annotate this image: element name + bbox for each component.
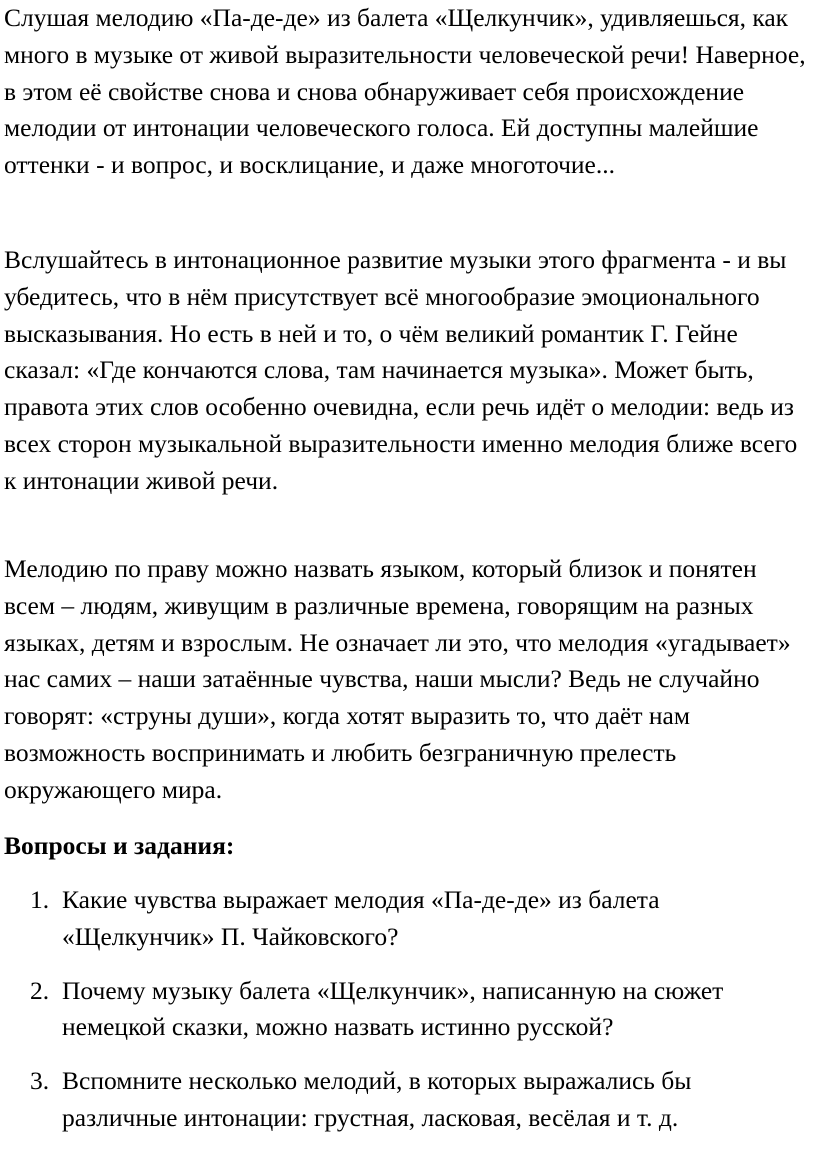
paragraph-3: Мелодию по праву можно назвать языком, который близок и понятен всем – людям, живущим в различные времена, говорящим на разных языках, детям и взрослым. Не означает ли это, что мелодия «угадывает» нас самих – наши затаённые чувства, наши мысли? Ведь не случайно говорят: «струны души», когда хотят выразить то, что даёт нам возможность воспринимать и любить безграничную прелесть окружающего мира. bbox=[4, 554, 791, 804]
list-item-text: Вспомните несколько мелодий, в которых выражались бы различные интонации: грустная, ласковая, весёлая и т. д. bbox=[62, 1066, 692, 1132]
list-item-number: 3. bbox=[30, 1066, 50, 1096]
questions-list bbox=[0, 882, 800, 1154]
paragraph-1: Слушая мелодию «Па-де-де» из балета «Щелкунчик», удивляешься, как много в музыке от живой выразительности человеческой речи! Наверное, в этом её свойстве снова и снова обнаруживает себя происхождение мелодии от интонации человеческого голоса. Ей доступны малейшие оттенки - и вопрос, и восклицание, и даже многоточие... bbox=[4, 3, 806, 180]
questions-heading: Вопросы и задания: bbox=[4, 831, 235, 860]
list-item bbox=[0, 882, 800, 956]
list-item bbox=[0, 1063, 800, 1137]
list-item-number: 1. bbox=[30, 885, 50, 914]
list-item-text: Почему музыку балета «Щелкунчик», написанную на сюжет немецкой сказки, можно назвать истинно русской? bbox=[62, 975, 724, 1042]
list-item bbox=[0, 973, 800, 1047]
paragraph-2: Вслушайтесь в интонационное развитие музыки этого фрагмента - и вы убедитесь, что в нём присутствует всё многообразие эмоционального высказывания. Но есть в ней и то, о чём великий романтик Г. Гейне сказал: «Где кончаются слова, там начинается музыка». Может быть, правота этих слов особенно очевидна, если речь идёт о мелодии: ведь из всех сторон музыкальной выразительности именно мелодия ближе всего к интонации живой речи. bbox=[4, 245, 798, 495]
list-item-text: Какие чувства выражает мелодия «Па-де-де» из балета «Щелкунчик» П. Чайковского? bbox=[62, 885, 660, 951]
list-item-number: 2. bbox=[30, 975, 50, 1005]
